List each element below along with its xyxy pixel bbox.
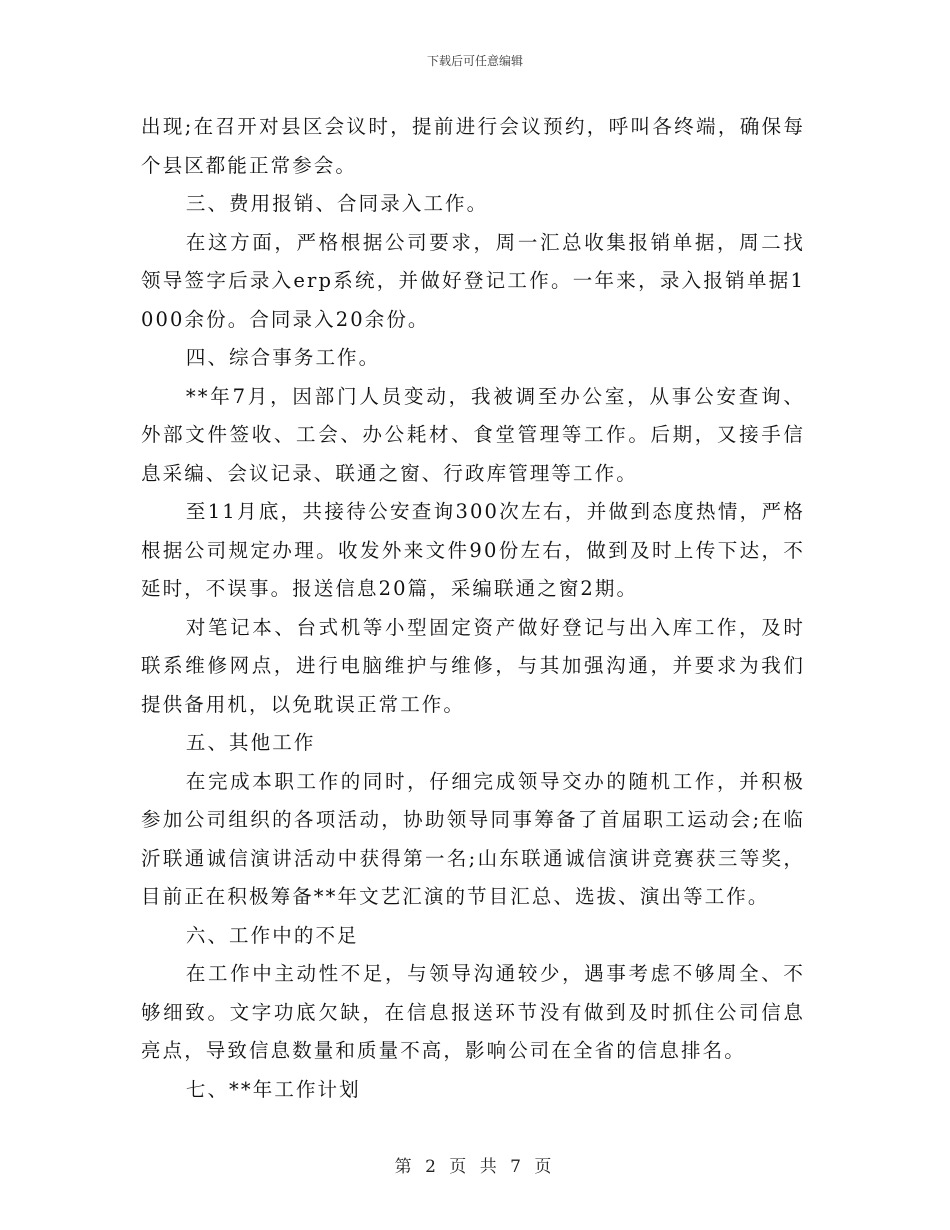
section-heading-3: 三、费用报销、合同录入工作。 xyxy=(185,192,489,215)
paragraph-1: 出现;在召开对县区会议时，提前进行会议预约，呼叫各终端，确保每个县区都能正常参会。 xyxy=(141,115,805,177)
paragraph-5: **年7月，因部门人员变动，我被调至办公室，从事公安查询、外部文件签收、工会、办公耗材、食堂管理等工作。后期，又接手信息采编、会议记录、联通之窗、行政库管理等工作。 xyxy=(141,384,805,485)
paragraph-11: 在工作中主动性不足，与领导沟通较少，遇事考虑不够周全、不够细致。文字功底欠缺，在信息报送环节没有做到及时抓住公司信息亮点，导致信息数量和质量不高，影响公司在全省的信息排名。 xyxy=(141,962,805,1062)
section-heading-7: 七、**年工作计划 xyxy=(185,1077,361,1101)
page-number: 第 2 页 共 7 页 xyxy=(394,1157,556,1177)
paragraph-7: 对笔记本、台式机等小型固定资产做好登记与出入库工作，及时联系维修网点，进行电脑维护与维修，与其加强沟通，并要求为我们提供备用机，以免耽误正常工作。 xyxy=(141,615,805,716)
paragraph-9: 在完成本职工作的同时，仔细完成领导交办的随机工作，并积极参加公司组织的各项活动，协助领导同事筹备了首届职工运动会;在临沂联通诚信演讲活动中获得第一名;山东联通诚信演讲竞赛获三等奖，目前正在积极筹备**年文艺汇演的节目汇总、选拔、演出等工作。 xyxy=(141,769,805,908)
section-heading-6: 六、工作中的不足 xyxy=(185,923,359,947)
section-heading-4: 四、综合事务工作。 xyxy=(185,346,381,369)
page-header-note: 下载后可任意编辑 xyxy=(426,54,523,68)
section-heading-5: 五、其他工作 xyxy=(185,731,316,754)
paragraph-6: 至11月底，共接待公安查询300次左右，并做到态度热情，严格根据公司规定办理。收发外来文件90份左右，做到及时上传下达，不延时，不误事。报送信息20篇，采编联通之窗2期。 xyxy=(141,500,805,600)
document-body xyxy=(141,108,805,1109)
paragraph-3: 在这方面，严格根据公司要求，周一汇总收集报销单据，周二找领导签字后录入erp系统，并做好登记工作。一年来，录入报销单据1000余份。合同录入20余份。 xyxy=(141,230,805,331)
